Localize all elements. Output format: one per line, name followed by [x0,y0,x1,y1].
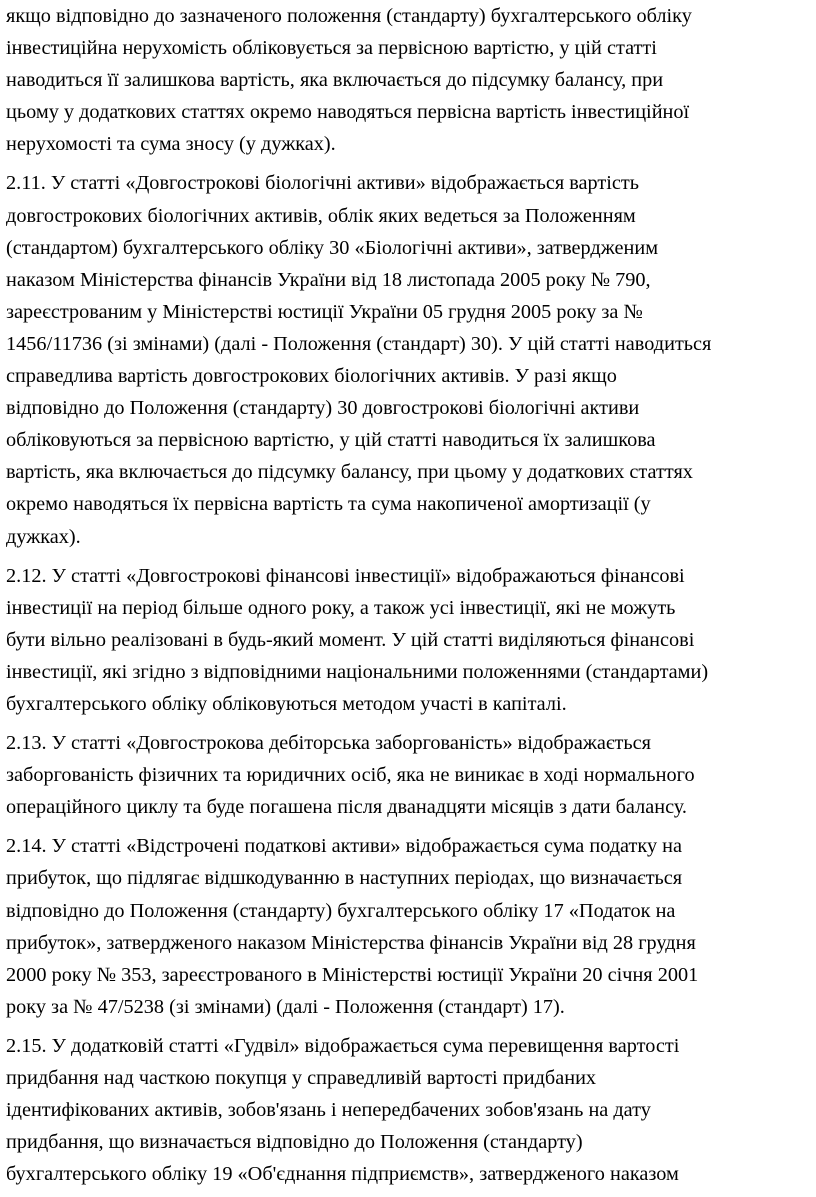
text-line: обліковуються за первісною вартістю, у цій статті наводиться їх залишкова [6,429,656,452]
text-line: наказом Міністерства фінансів України від 18 листопада 2005 року № 790, [6,268,651,291]
paragraph-intro [6,0,812,160]
text-line: окремо наводяться їх первісна вартість та сума накопиченої амортизації (у [6,493,651,516]
text-line: довгострокових біологічних активів, облік яких ведеться за Положенням [6,204,636,227]
text-line: бухгалтерського обліку 19 «Об'єднання підприємств», затвердженого наказом [6,1163,679,1186]
text-line: придбання, що визначається відповідно до Положення (стандарту) [6,1131,583,1154]
text-line: якщо відповідно до зазначеного положення (стандарту) бухгалтерського обліку [6,5,692,27]
text-line: прибуток, що підлягає відшкодуванню в наступних періодах, що визначається [6,867,683,890]
text-line: 2.11. У статті «Довгострокові біологічні активи» відображається вартість [6,172,640,195]
text-line: придбання над часткою покупця у справедливій вартості придбаних [6,1067,597,1089]
text-line: справедлива вартість довгострокових біологічних активів. У разі якщо [6,365,617,388]
text-line: операційного циклу та буде погашена після дванадцяти місяців з дати балансу. [6,796,688,819]
text-line: відповідно до Положення (стандарту) 30 довгострокові біологічні активи [6,397,640,420]
text-line: 2000 року № 353, зареєстрованого в Міністерстві юстиції України 20 січня 2001 [6,963,699,986]
paragraph-2-14 [6,830,812,1023]
text-line: нерухомості та сума зносу (у дужках). [6,133,336,156]
text-line: дужках). [6,525,81,548]
text-line: вартість, яка включається до підсумку балансу, при цьому у додаткових статтях [6,461,693,484]
text-line: наводиться її залишкова вартість, яка включається до підсумку балансу, при [6,69,664,92]
text-line: 2.12. У статті «Довгострокові фінансові інвестиції» відображаються фінансові [6,564,685,587]
text-line: прибуток», затвердженого наказом Міністерства фінансів України від 28 грудня [6,931,696,954]
text-line: 2.14. У статті «Відстрочені податкові активи» відображається сума податку на [6,835,683,858]
text-line: бути вільно реалізовані в будь-який момент. У цій статті виділяються фінансові [6,628,695,651]
text-line: (стандартом) бухгалтерського обліку 30 «Біологічні активи», затвердженим [6,236,659,259]
text-line: зареєстрованим у Міністерстві юстиції України 05 грудня 2005 року за № [6,300,643,323]
text-line: інвестиційна нерухомість обліковується за первісною вартістю, у цій статті [6,37,657,60]
text-line: відповідно до Положення (стандарту) бухгалтерського обліку 17 «Податок на [6,899,676,922]
text-line: заборгованість фізичних та юридичних осіб, яка не виникає в ході нормального [6,764,695,787]
text-line: 2.15. У додатковій статті «Гудвіл» відображається сума перевищення вартості [6,1034,680,1057]
text-line: року за № 47/5238 (зі змінами) (далі - Положення (стандарт) 17). [6,995,565,1018]
paragraph-2-13 [6,727,812,823]
text-line: інвестиції на період більше одного року, а також усі інвестиції, які не можуть [6,596,676,619]
document-page [6,0,812,1197]
text-line: інвестиції, які згідно з відповідними національними положеннями (стандартами) [6,660,709,683]
text-line: 1456/11736 (зі змінами) (далі - Положення (стандарт) 30). У цій статті наводиться [6,332,712,355]
paragraph-2-12 [6,560,812,720]
paragraph-2-11 [6,167,812,552]
paragraph-2-15 [6,1030,812,1190]
text-line: цьому у додаткових статтях окремо наводяться первісна вартість інвестиційної [6,101,690,124]
text-line: бухгалтерського обліку обліковуються методом участі в капіталі. [6,692,567,715]
text-line: 2.13. У статті «Довгострокова дебіторська заборгованість» відображається [6,732,651,755]
text-line: ідентифікованих активів, зобов'язань і непередбачених зобов'язань на дату [6,1099,651,1122]
